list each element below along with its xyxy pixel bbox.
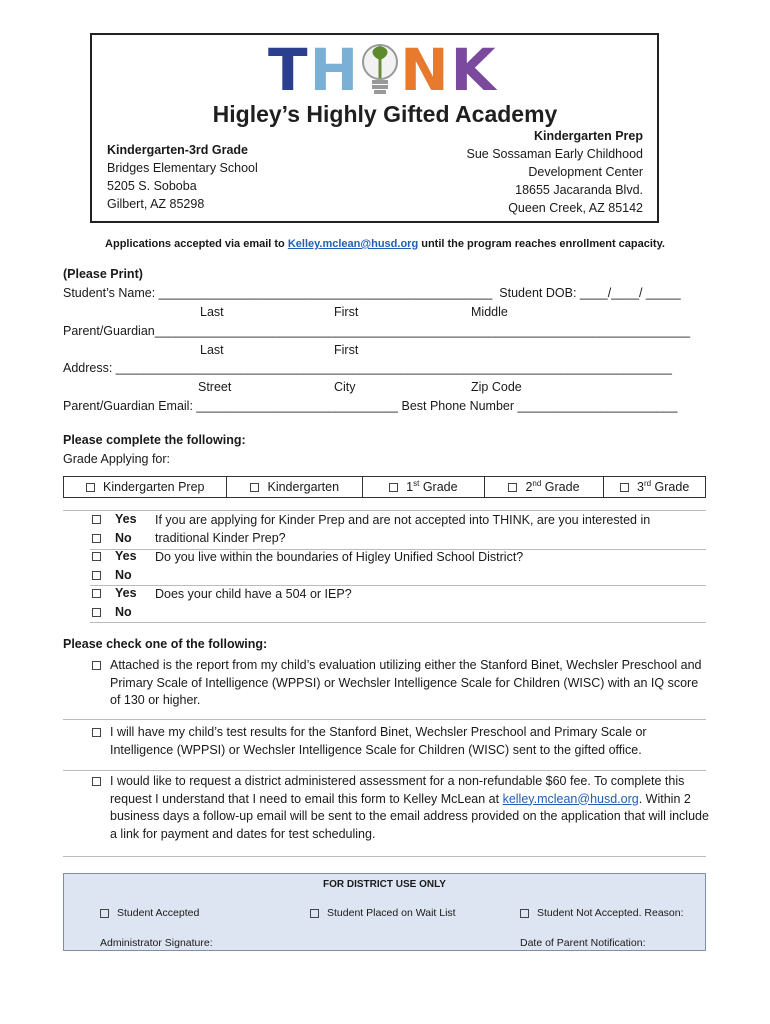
not-accepted-option[interactable] [520, 907, 684, 919]
notice-text: Applications accepted via email to [105, 238, 288, 250]
checkbox-icon[interactable] [92, 728, 101, 737]
q2-no[interactable] [92, 568, 132, 582]
grade-options-table [63, 476, 706, 498]
q2-yes[interactable] [92, 549, 137, 563]
option-text [110, 773, 710, 843]
logo-letter-h: H [309, 36, 361, 104]
q1-no[interactable] [92, 531, 132, 545]
grade-number: 2 [525, 480, 533, 495]
right-address-line: Development Center [528, 165, 643, 179]
grade-suffix: st [413, 479, 420, 489]
checkbox-icon[interactable] [92, 571, 101, 580]
question-504-iep: Does your child have a 504 or IEP? [155, 587, 352, 601]
academy-name: Higley’s Highly Gifted Academy [212, 101, 558, 127]
notice-email-link[interactable]: Kelley.mclean@husd.org [287, 238, 419, 250]
zip-label: Zip Code [471, 380, 522, 394]
first-label: First [334, 343, 359, 357]
left-address-line: 5205 S. Soboba [107, 179, 197, 193]
student-name-line[interactable]: Student’s Name: ________________________________________________ Student DOB: ____/____/ _____ [63, 286, 681, 300]
option-text-part: I would like to request a district administered assessment for a non-refundable $60 fee. To complete this request I understand that I need to email this form to Kelley McLean at [110, 774, 685, 806]
student-accepted-option[interactable] [100, 907, 199, 919]
check-one-heading: Please check one of the following: [63, 637, 268, 651]
option-attached-report[interactable] [92, 657, 712, 713]
checkbox-icon[interactable] [92, 777, 101, 786]
grade-option-label [525, 479, 579, 494]
yes-label: Yes [115, 549, 137, 563]
right-address-block [467, 127, 644, 217]
left-address-line: Gilbert, AZ 85298 [107, 197, 205, 211]
grade-option-1st[interactable] [363, 477, 485, 497]
checkbox-icon[interactable] [310, 909, 319, 918]
assessment-email-link[interactable]: kelley.mclean@husd.org [502, 791, 639, 806]
right-address-line: 18655 Jacaranda Blvd. [515, 183, 643, 197]
checkbox-icon[interactable] [250, 483, 259, 492]
notification-date-label: Date of Parent Notification: [520, 937, 646, 949]
checkbox-icon[interactable] [92, 608, 101, 617]
checkbox-icon[interactable] [620, 483, 629, 492]
right-address-line: Queen Creek, AZ 85142 [508, 201, 643, 215]
logo-letter-k: K [450, 36, 498, 104]
not-accepted-label: Student Not Accepted. Reason: [537, 907, 684, 919]
checkbox-icon[interactable] [520, 909, 529, 918]
admin-signature-label: Administrator Signature: [100, 937, 213, 949]
logo-letter-t: T [268, 36, 310, 104]
wait-list-option[interactable] [310, 907, 456, 919]
divider [63, 856, 706, 857]
think-logo [268, 36, 500, 104]
wait-list-label: Student Placed on Wait List [327, 907, 456, 919]
grade-word: Grade [419, 480, 458, 495]
left-address-title: Kindergarten-3rd Grade [107, 143, 249, 157]
grade-option-2nd[interactable] [485, 477, 605, 497]
grade-option-label [406, 479, 457, 494]
divider [90, 622, 706, 623]
checkbox-icon[interactable] [86, 483, 95, 492]
q1-yes[interactable] [92, 512, 137, 526]
question-kinder-prep: If you are applying for Kinder Prep and are not accepted into THINK, are you interested in traditional Kinder Prep? [155, 513, 651, 545]
please-print-label: (Please Print) [63, 267, 143, 281]
notice-text: until the program reaches enrollment capacity. [418, 238, 665, 250]
grade-option-3rd[interactable] [604, 477, 705, 497]
question-district-boundaries: Do you live within the boundaries of Higley Unified School District? [155, 550, 524, 564]
option-send-results[interactable] [92, 724, 712, 762]
guardian-line[interactable]: Parent/Guardian_____________________________________________________________________________ [63, 324, 691, 338]
grade-suffix: rd [643, 479, 652, 489]
grade-suffix: nd [532, 479, 542, 489]
checkbox-icon[interactable] [92, 589, 101, 598]
grade-option-kinder-prep[interactable] [64, 477, 227, 497]
first-label: First [334, 305, 359, 319]
district-use-box [63, 873, 706, 951]
application-notice [0, 238, 770, 250]
option-text: I will have my child’s test results for the Stanford Binet, Wechsler Preschool and Primary Scale or Intelligence (WPPSI) or Wechsler Intelligence Scale for Children (WISC) sent to the gifted office. [110, 725, 647, 757]
left-address-block [107, 141, 258, 213]
grade-option-kindergarten[interactable] [227, 477, 363, 497]
logo-letter-n: N [400, 36, 451, 104]
grade-option-label [637, 479, 689, 494]
yes-label: Yes [115, 586, 137, 600]
no-label: No [115, 605, 132, 619]
q3-no[interactable] [92, 605, 132, 619]
divider [63, 770, 706, 771]
checkbox-icon[interactable] [92, 534, 101, 543]
lightbulb-icon [360, 40, 400, 100]
student-accepted-label: Student Accepted [117, 907, 200, 919]
option-text-part: . Within 2 business days a follow-up email will be sent to the email address provided on the application that will include a link for payment and dates for test scheduling. [110, 791, 709, 841]
grade-option-label: Kindergarten Prep [103, 480, 205, 494]
grade-number: 3 [637, 480, 644, 495]
left-address-line: Bridges Elementary School [107, 161, 258, 175]
grade-word: Grade [651, 480, 690, 495]
grade-number: 1 [406, 480, 414, 495]
right-address-title: Kindergarten Prep [533, 129, 643, 143]
no-label: No [115, 568, 132, 582]
city-label: City [334, 380, 356, 394]
q3-yes[interactable] [92, 586, 137, 600]
complete-following-heading: Please complete the following: [63, 433, 246, 447]
checkbox-icon[interactable] [100, 909, 109, 918]
checkbox-icon[interactable] [389, 483, 398, 492]
address-line[interactable]: Address: ________________________________________________________________________________ [63, 361, 672, 375]
checkbox-icon[interactable] [508, 483, 517, 492]
district-use-title: FOR DISTRICT USE ONLY [323, 879, 446, 890]
grade-option-label: Kindergarten [267, 480, 340, 494]
right-address-line: Sue Sossaman Early Childhood [466, 147, 643, 161]
checkbox-icon[interactable] [92, 552, 101, 561]
option-text: Attached is the report from my child’s evaluation utilizing either the Stanford Binet, Wechsler Preschool and Primary Scale of Intelligence (WPPSI) or Wechsler Intelligence Scale for Children (WISC) with an IQ score of 130 or higher. [110, 658, 702, 707]
option-request-assessment[interactable] [92, 773, 712, 847]
checkbox-icon[interactable] [92, 515, 101, 524]
middle-label: Middle [471, 305, 508, 319]
yes-label: Yes [115, 512, 137, 526]
last-label: Last [200, 343, 224, 357]
checkbox-icon[interactable] [92, 661, 101, 670]
grade-word: Grade [541, 480, 580, 495]
last-label: Last [200, 305, 224, 319]
street-label: Street [198, 380, 232, 394]
no-label: No [115, 531, 132, 545]
grade-applying-label: Grade Applying for: [63, 452, 171, 466]
email-phone-line[interactable]: Parent/Guardian Email: _____________________________ Best Phone Number _______________________ [63, 399, 678, 413]
divider [63, 719, 706, 720]
